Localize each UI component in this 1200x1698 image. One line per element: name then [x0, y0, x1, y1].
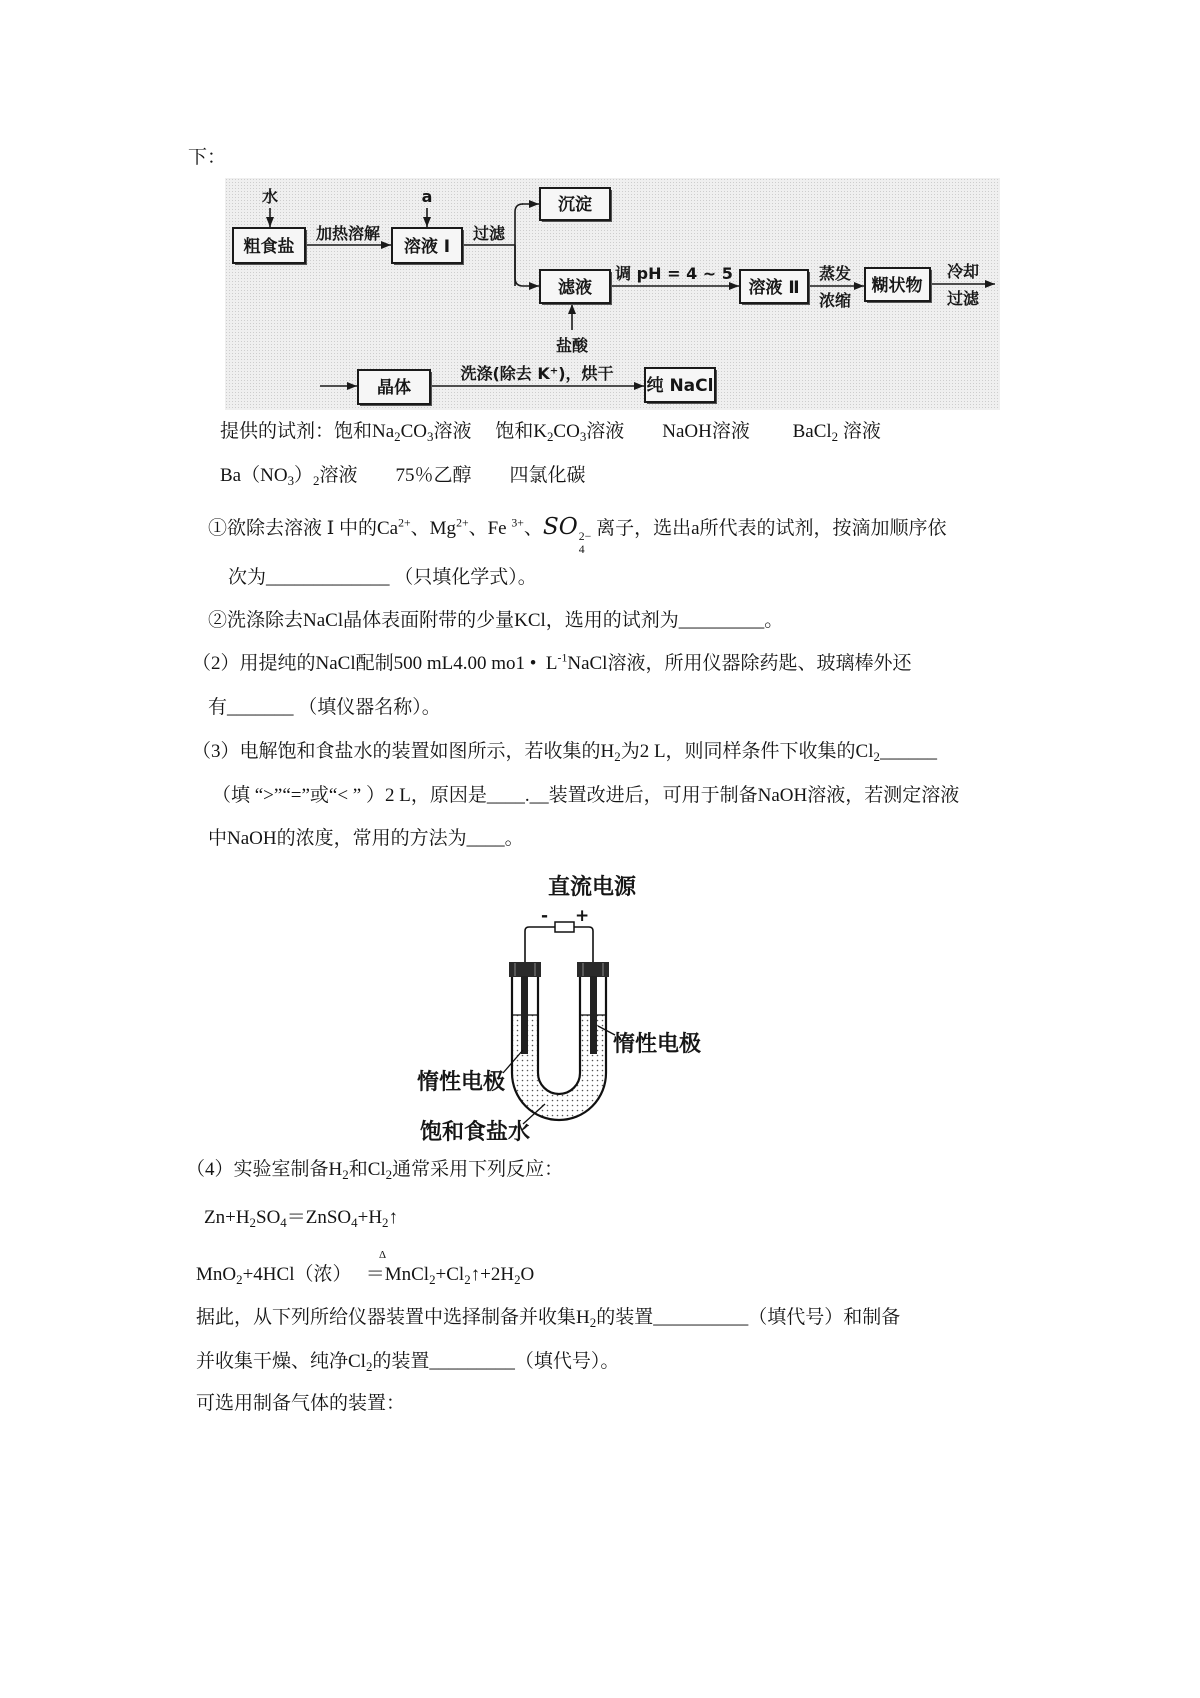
label-adjust-ph: 调 pH = 4 ~ 5 [615, 264, 733, 283]
box-filtrate [540, 270, 612, 305]
text-run: 的装置__________（填代号）和制备 [596, 1307, 901, 1328]
label-water: 水 [261, 187, 279, 206]
purification-flowchart [225, 178, 1000, 410]
label-heat-dissolve: 加热溶解 [315, 224, 381, 243]
stopper-body [509, 962, 541, 977]
text-run: 溶液 [838, 421, 881, 442]
text-run: 提供的试剂：饱和Na [220, 421, 395, 442]
subscript: 2 [313, 473, 320, 489]
text-run: +Cl [435, 1264, 465, 1285]
text-run: +H [357, 1207, 383, 1228]
subscript: 2 [394, 429, 401, 445]
subscript: 3 [579, 429, 587, 445]
text-run: 、Fe [468, 518, 512, 539]
box-precipitate [540, 188, 612, 222]
box-crude-salt [233, 228, 307, 265]
text-run: O [520, 1264, 535, 1285]
text-run: 的装置_________（填代号）。 [372, 1351, 620, 1372]
text-run: 有_______ （填仪器名称）。 [208, 697, 441, 718]
electrolysis-apparatus [405, 868, 710, 1150]
brine-label: 饱和食盐水 [420, 1120, 531, 1145]
subscript: 4 [578, 542, 585, 556]
stopper-body [577, 962, 609, 977]
text-run: 次为_____________ （只填化学式）。 [228, 567, 537, 588]
text-run: CO [400, 421, 428, 442]
question-4-continued-1 [196, 1306, 900, 1330]
superscript: 2+ [456, 516, 469, 530]
label-concentrate: 浓缩 [818, 291, 852, 310]
subscript: 2 [382, 1215, 389, 1231]
box-paste-label: 糊状物 [871, 276, 923, 296]
power-supply-label: 直流电源 [547, 875, 637, 900]
text-run: 、Mg [410, 518, 457, 539]
text-run: ②洗涤除去NaCl晶体表面附带的少量KCl，选用的试剂为_________。 [208, 610, 784, 631]
box-crystal-label: 晶体 [377, 378, 411, 398]
text-run: ______ [879, 741, 937, 762]
text-run: 中NaOH的浓度，常用的方法为____。 [208, 828, 524, 849]
positive-terminal-label: + [575, 906, 590, 926]
question-3 [192, 740, 937, 764]
text-run: ↑ [388, 1207, 398, 1228]
subscript: 4 [351, 1215, 358, 1231]
right-electrode-label: 惰性电极 [613, 1032, 702, 1057]
text-run: ＝ZnSO [286, 1207, 352, 1228]
subscript: 3 [287, 473, 295, 489]
text-run: +4HCl（浓） ＝MnCl [242, 1264, 430, 1285]
text-run: 溶液 饱和K [433, 421, 547, 442]
left-stopper [509, 962, 541, 977]
text-run: 下： [188, 147, 227, 168]
apparatus-options-heading [196, 1392, 405, 1416]
text-run: NaCl溶液，所用仪器除药匙、玻璃棒外还 [567, 653, 912, 674]
question-1-part-1 [208, 515, 947, 556]
label-hydrochloric-acid: 盐酸 [555, 336, 589, 355]
text-run: Ba（NO [220, 465, 288, 486]
subscript: 2 [236, 1272, 243, 1288]
text-run: 并收集干燥、纯净Cl [196, 1351, 366, 1372]
ion-charge-stack [579, 531, 592, 556]
box-filtrate-label: 滤液 [558, 278, 592, 298]
text-run: Δ [379, 1249, 387, 1261]
label-filter-1: 过滤 [472, 224, 506, 243]
text-run: ↑+2H [470, 1264, 515, 1285]
subscript: 4 [280, 1215, 287, 1231]
box-solution-1-label: 溶液 Ⅰ [403, 237, 451, 257]
label-wash-dry: 洗涤(除去 K⁺)，烘干 [460, 364, 614, 383]
box-paste [865, 268, 932, 303]
label-cool: 冷却 [946, 262, 980, 281]
subscript: 2 [873, 749, 880, 765]
box-pure-nacl-label: 纯 NaCl [646, 376, 714, 396]
text-run: 和Cl [348, 1159, 386, 1180]
label-reagent-a: a [421, 187, 433, 206]
text-run: （3）电解饱和食盐水的装置如图所示，若收集的H [192, 741, 615, 762]
box-precipitate-label: 沉淀 [558, 195, 592, 215]
left-electrode [521, 976, 528, 1054]
label-evaporate: 蒸发 [818, 264, 852, 283]
text-run: 为2 L，则同样条件下收集的Cl [620, 741, 874, 762]
text-run: ） [294, 465, 314, 486]
formula-symbol: SO [542, 513, 578, 540]
subscript: 2 [385, 1167, 393, 1183]
subscript: 2 [429, 1272, 436, 1288]
superscript: 3+ [511, 516, 524, 530]
text-run: 、 [523, 518, 543, 539]
text-run: 通常采用下列反应： [392, 1159, 564, 1180]
reagent-list-line-1 [220, 420, 881, 444]
reaction-equation-mno2 [196, 1263, 534, 1287]
text-run: （2）用提纯的NaCl配制500 mL4.00 mo1 • L [192, 653, 558, 674]
text-run: 溶液 75％乙醇 四氯化碳 [319, 465, 586, 486]
subscript: 2 [365, 1359, 373, 1375]
question-3-continued-2 [208, 827, 524, 851]
question-1-part-1-blank [228, 566, 537, 590]
left-electrode-label: 惰性电极 [417, 1070, 506, 1095]
text-run: SO [256, 1207, 281, 1228]
wire-positive [574, 927, 593, 963]
right-electrode [590, 976, 597, 1054]
heating-mark [379, 1248, 386, 1262]
text-run: 据此，从下列所给仪器装置中选择制备并收集H [196, 1307, 590, 1328]
subscript: 3 [427, 429, 434, 445]
box-solution-2-label: 溶液 Ⅱ [748, 278, 800, 298]
subscript: 2 [589, 1315, 597, 1331]
subscript: 2 [831, 429, 839, 445]
box-crude-salt-label: 粗食盐 [243, 237, 295, 257]
u-tube-inner-wall [538, 976, 580, 1094]
box-crystal [358, 370, 432, 406]
question-3-continued-1 [212, 784, 959, 808]
reaction-equation-zinc [204, 1206, 398, 1230]
text-run: MnO [196, 1264, 237, 1285]
subscript: 2 [614, 749, 621, 765]
question-1-part-2 [208, 609, 783, 633]
text-run: （填 “>”“=”或“< ” ）2 L，原因是____.__装置改进后，可用于制备NaOH溶液，若测定溶液 [212, 785, 960, 806]
subscript: 2 [249, 1215, 256, 1231]
subscript: 2 [514, 1272, 521, 1288]
subscript: 2 [546, 429, 554, 445]
question-4-continued-2 [196, 1350, 619, 1374]
label-filter-2: 过滤 [946, 289, 980, 308]
intro-text [188, 146, 226, 170]
reagent-list-line-2 [220, 464, 586, 488]
box-solution-1 [392, 228, 464, 265]
question-4 [186, 1158, 563, 1182]
wire-negative [525, 927, 555, 963]
box-pure-nacl [645, 368, 717, 404]
superscript: -1 [557, 651, 568, 665]
text-run: ①欲除去溶液 Ⅰ 中的Ca [208, 518, 399, 539]
text-run: 可选用制备气体的装置： [196, 1393, 406, 1414]
power-supply-icon [555, 922, 574, 932]
text-run: 溶液 NaOH溶液 BaCl [586, 421, 832, 442]
box-solution-2 [740, 270, 810, 305]
negative-terminal-label: - [541, 906, 549, 926]
question-2-blank [208, 696, 441, 720]
text-run: 离子，选出a所代表的试剂，按滴加顺序依 [591, 518, 947, 539]
superscript: 2− [578, 530, 592, 544]
text-run: CO [553, 421, 580, 442]
text-run: Zn+H [204, 1207, 250, 1228]
subscript: 2 [464, 1272, 471, 1288]
superscript: 2+ [398, 516, 411, 530]
text-run: （4）实验室制备H [186, 1159, 343, 1180]
question-2 [192, 652, 911, 676]
right-stopper [577, 962, 609, 977]
subscript: 2 [342, 1167, 349, 1183]
